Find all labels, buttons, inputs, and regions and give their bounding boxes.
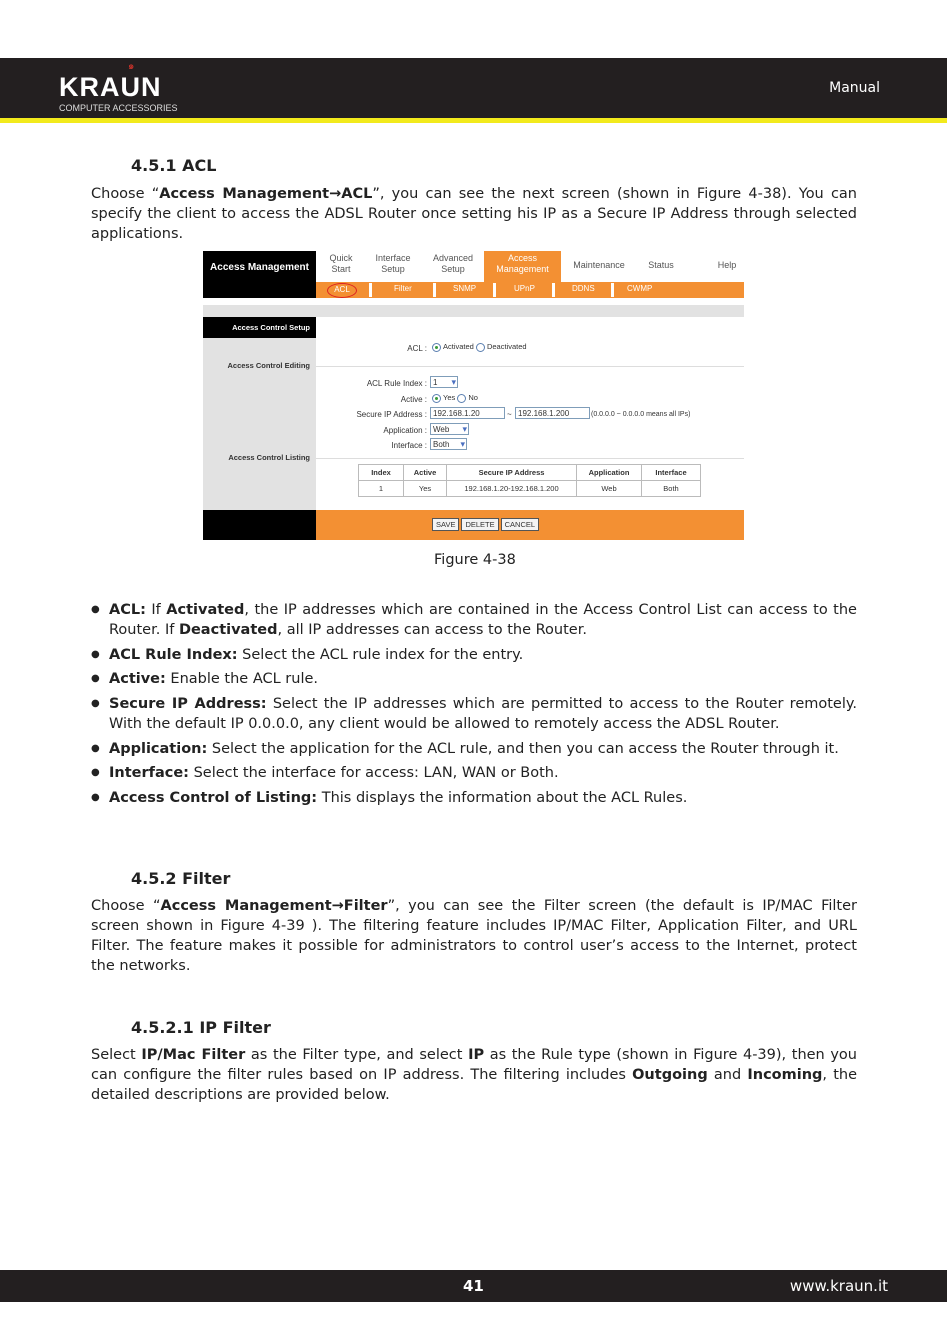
list-item [91, 763, 857, 783]
list-item [91, 694, 857, 734]
text-bold: IP/Mac Filter [141, 1047, 246, 1063]
yes-label: Yes [443, 393, 456, 402]
rule-index-select[interactable] [430, 376, 458, 388]
left-column [203, 317, 316, 510]
list-item [91, 788, 857, 808]
header-stripe [0, 118, 947, 123]
application-value: Web [433, 425, 450, 434]
acl-radio-group [432, 342, 527, 352]
text: Select the IP addresses which are permitted to access to the Router remotely. With the default IP 0.0.0.0, any client would be allowed to remotely access the ADSL Router. [109, 696, 858, 733]
text: , the IP addresses which are contained in the Access Control List can access to the Router. If [109, 602, 857, 638]
text-bold: Deactivated [178, 622, 278, 638]
brand-logo: KRAUN [59, 72, 162, 102]
text: This displays the information about the ACL Rules. [317, 790, 688, 807]
interface-select[interactable] [430, 438, 467, 450]
bullet-lead: ACL Rule Index: [109, 646, 238, 663]
divider [433, 283, 436, 297]
bullet-lead: ACL: [109, 602, 146, 618]
col-active: Active [404, 465, 447, 481]
section-title: Access Management [203, 251, 316, 298]
divider [316, 366, 744, 367]
text: Enable the ACL rule. [165, 671, 319, 688]
ip-hint: (0.0.0.0 ~ 0.0.0.0 means all IPs) [591, 411, 691, 418]
ip-filter-intro [91, 1045, 857, 1105]
text: Select the ACL rule index for the entry. [237, 646, 524, 663]
text: and [707, 1067, 748, 1083]
text: If [145, 602, 167, 618]
save-button[interactable]: SAVE [432, 518, 459, 531]
col-index: Index [359, 465, 404, 481]
text: ”, you can see the next screen (shown in Figure 4-38). You can specify the client to access the ADSL Router once setting his IP as a Secure IP Address through selected applications. [91, 186, 857, 242]
col-application: Application [577, 465, 642, 481]
active-radio-group [432, 393, 478, 403]
page-footer [0, 1270, 947, 1302]
acl-deactivated-radio[interactable] [476, 343, 485, 352]
nav-quick-start[interactable]: Quick Start [329, 253, 353, 274]
text: Choose “ [91, 186, 160, 202]
page-number: 41 [463, 1277, 484, 1295]
subnav-upnp[interactable]: UPnP [514, 284, 535, 293]
bullet-lead: Interface: [109, 765, 189, 782]
divider [316, 458, 744, 459]
left-access-control-setup: Access Control Setup [203, 317, 316, 338]
cell: Yes [404, 481, 447, 497]
text-bold: Activated [166, 602, 245, 618]
col-secure-ip: Secure IP Address [447, 465, 577, 481]
filter-intro [91, 896, 857, 976]
subnav-cwmp[interactable]: CWMP [627, 284, 653, 293]
list-item [91, 739, 857, 759]
nav-interface-setup[interactable]: Interface Setup [375, 253, 411, 274]
nav-maintenance[interactable]: Maintenance [573, 260, 625, 270]
ip-from-input[interactable]: 192.168.1.20 [430, 407, 505, 419]
interface-value: Both [433, 440, 450, 449]
secure-ip-label: Secure IP Address : [356, 410, 427, 419]
acl-table [358, 464, 701, 497]
text: as the Filter type, and select [245, 1047, 469, 1063]
cell: 192.168.1.20-192.168.1.200 [447, 481, 577, 497]
section-heading-ip-filter: 4.5.2.1 IP Filter [131, 1018, 271, 1037]
rule-index-label: ACL Rule Index : [366, 379, 427, 388]
table-header-row [359, 465, 701, 481]
text: Select [91, 1047, 142, 1063]
list-item [91, 645, 857, 665]
left-access-control-listing: Access Control Listing [228, 453, 310, 462]
text-bold: Access Management→Filter [160, 898, 388, 914]
active-no-radio[interactable] [457, 394, 466, 403]
subnav-acl[interactable]: ACL [327, 283, 357, 298]
nav-access-management[interactable]: Access Management [496, 253, 549, 274]
doc-label: Manual [829, 80, 880, 96]
footer-left [203, 510, 316, 540]
subnav-filter[interactable]: Filter [394, 284, 412, 293]
ip-to-input[interactable]: 192.168.1.200 [515, 407, 590, 419]
list-item [91, 600, 857, 640]
left-access-control-editing: Access Control Editing [227, 361, 310, 370]
grey-bar [203, 305, 744, 317]
nav-help[interactable]: Help [717, 260, 737, 270]
active-label: Active : [400, 395, 427, 404]
divider [552, 283, 555, 297]
logo-swirl-icon: ๑ [128, 61, 135, 72]
acl-intro [91, 184, 857, 244]
text: Choose “ [91, 898, 161, 914]
acl-deactivated-label: Deactivated [486, 342, 527, 351]
text-bold: Outgoing [632, 1067, 708, 1083]
text-bold: IP [468, 1047, 485, 1063]
acl-activated-label: Activated [443, 342, 474, 351]
text: Select the interface for access: LAN, WAN or Both. [188, 765, 559, 782]
cancel-button[interactable]: CANCEL [501, 518, 539, 531]
text: , the detailed descriptions are provided below. [91, 1067, 858, 1103]
application-select[interactable] [430, 423, 469, 435]
divider [369, 283, 372, 297]
cell: Web [577, 481, 642, 497]
rule-index-value: 1 [433, 378, 438, 387]
bullet-lead: Application: [109, 740, 208, 757]
text: , all IP addresses can access to the Router. [277, 622, 587, 638]
nav-advanced-setup[interactable]: Advanced Setup [432, 253, 474, 274]
table-row [359, 481, 701, 497]
text: ”, you can see the Filter screen (the default is IP/MAC Filter screen shown in Figure 4-39 ). The filtering feature includes IP/MAC Filter, Application Filter, and URL Filter. The feature makes it possible for administrators to control user’s access to the Internet, protect the networks. [91, 898, 857, 974]
ip-separator: ~ [507, 410, 512, 419]
bullet-list [91, 600, 857, 813]
text: as the Rule type (shown in Figure 4-39), then you can configure the filter rules based on IP address. The filtering includes [91, 1047, 857, 1083]
cell: Both [642, 481, 701, 497]
router-screenshot [203, 251, 744, 540]
text-bold: Access Management→ACL [159, 186, 373, 202]
section-heading-acl: 4.5.1 ACL [131, 156, 217, 175]
divider [611, 283, 614, 297]
website-link[interactable]: www.kraun.it [789, 1277, 888, 1295]
nav-status[interactable]: Status [648, 260, 674, 270]
text: Select the application for the ACL rule, and then you can access the Router through it. [207, 740, 839, 757]
divider [493, 283, 496, 297]
figure-caption: Figure 4-38 [434, 552, 516, 568]
bullet-lead: Active: [109, 671, 166, 688]
cell: 1 [359, 481, 404, 497]
no-label: No [468, 393, 478, 402]
active-yes-radio[interactable] [432, 394, 441, 403]
delete-button[interactable]: DELETE [461, 518, 498, 531]
text-bold: Incoming [747, 1067, 823, 1083]
subnav-snmp[interactable]: SNMP [453, 284, 477, 293]
button-group [432, 518, 541, 531]
interface-label: Interface : [391, 441, 427, 450]
acl-label: ACL : [407, 344, 427, 353]
list-item [91, 669, 857, 689]
bullet-lead: Secure IP Address: [109, 696, 267, 713]
col-interface: Interface [642, 465, 701, 481]
subnav-ddns[interactable]: DDNS [572, 284, 595, 293]
section-heading-filter: 4.5.2 Filter [131, 869, 231, 888]
brand-subtitle: COMPUTER ACCESSORIES [59, 103, 178, 113]
acl-activated-radio[interactable] [432, 343, 441, 352]
bullet-lead: Access Control of Listing: [109, 790, 318, 807]
application-label: Application : [383, 426, 427, 435]
